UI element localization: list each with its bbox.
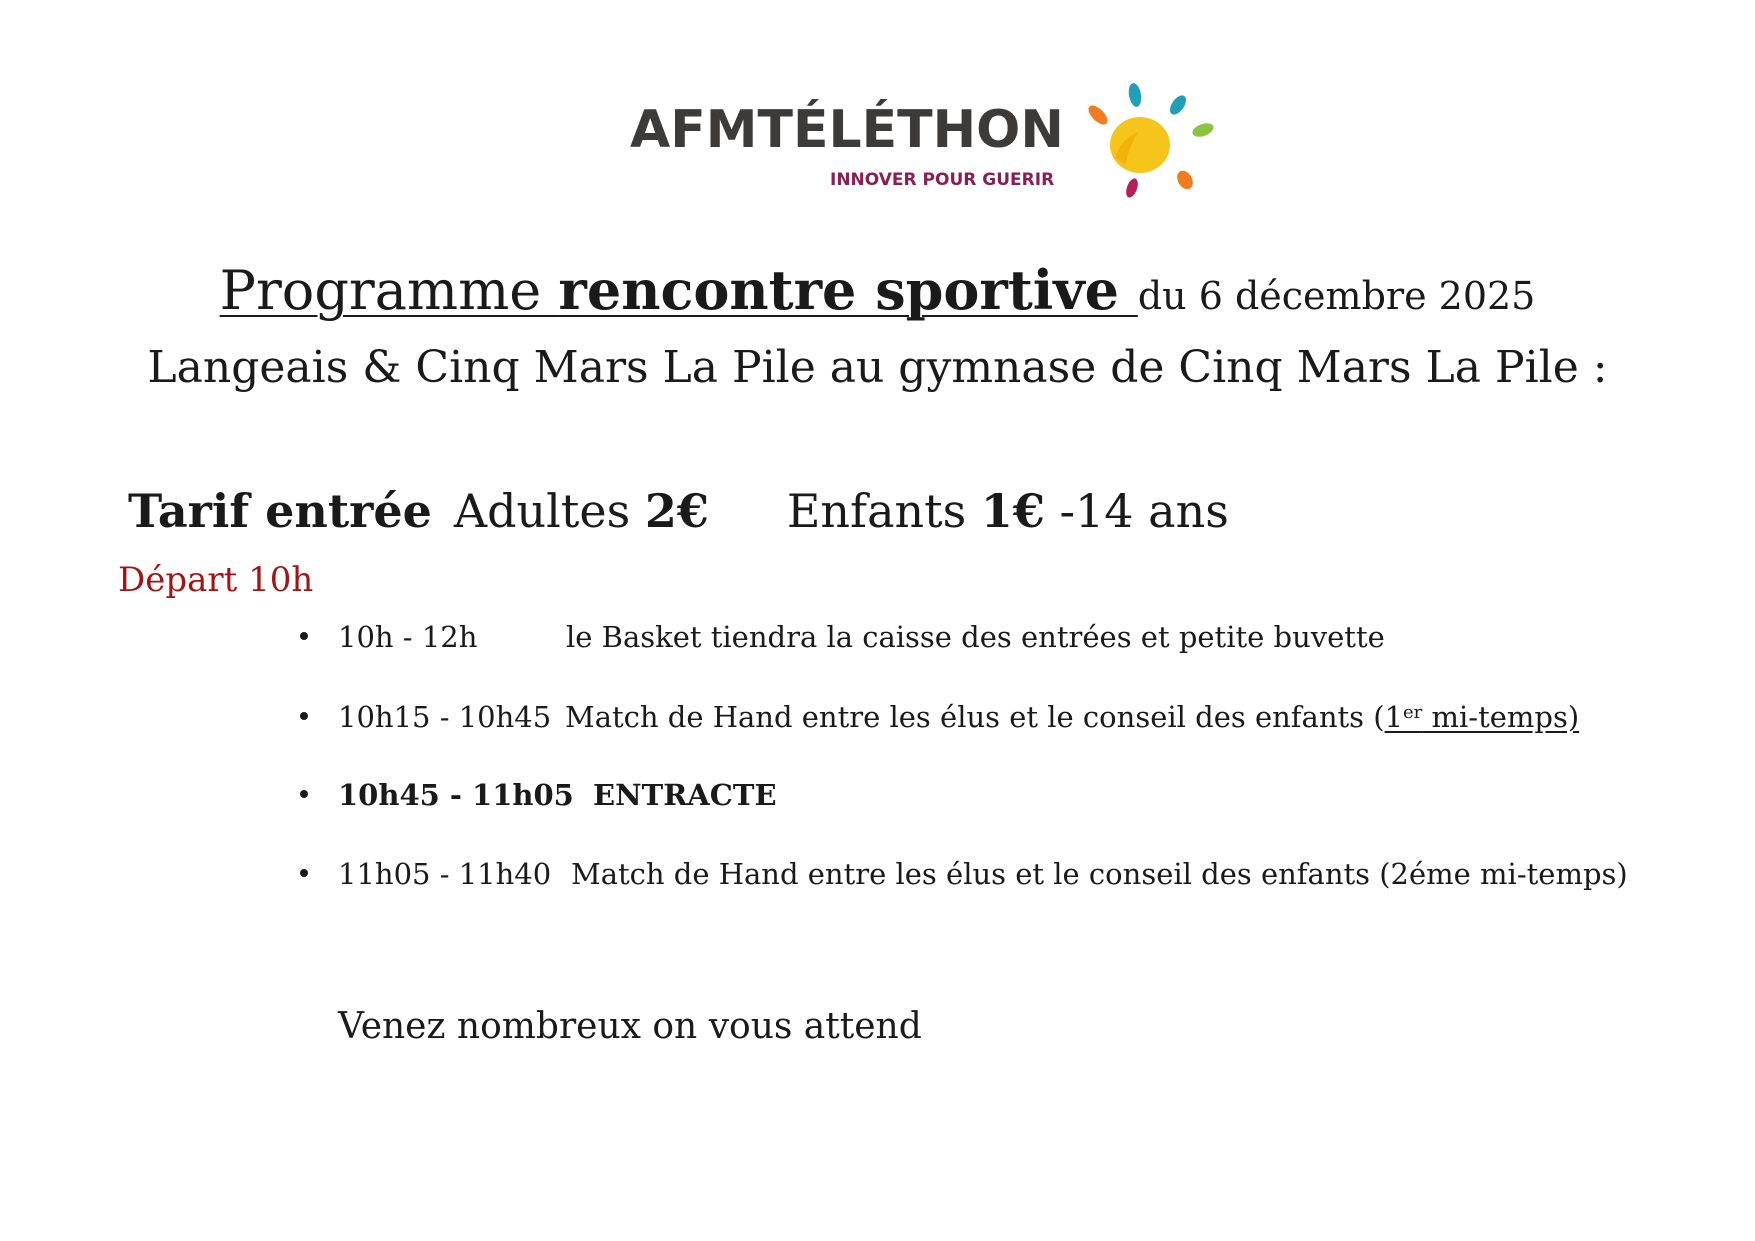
item-desc: Match de Hand entre les élus et le conseil des enfants (2éme mi-temps) (571, 857, 1628, 891)
tarif-line (128, 484, 1229, 538)
closing-text: Venez nombreux on vous attend (338, 1006, 922, 1047)
item-desc-underlined (1385, 700, 1580, 734)
bullet-icon (300, 712, 308, 720)
title-prefix: Programme (219, 259, 559, 322)
item-desc (565, 700, 1579, 734)
adults-label: Adultes (453, 484, 645, 538)
adults-price: 2€ (644, 484, 709, 538)
children-note: -14 ans (1044, 484, 1229, 538)
children-price: 1€ (980, 484, 1045, 538)
logo-tagline: INNOVER POUR GUERIR (830, 170, 1055, 190)
children-label: Enfants (786, 484, 981, 538)
page-subtitle: Langeais & Cinq Mars La Pile au gymnase de Cinq Mars La Pile : (147, 342, 1608, 393)
title-date: du 6 décembre 2025 (1137, 274, 1536, 318)
depart-text: Départ 10h (118, 560, 314, 600)
telethon-sun-icon (1080, 70, 1220, 200)
underlined-text: mi-temps) (1422, 700, 1580, 734)
item-desc: le Basket tiendra la caisse des entrées et petite buvette (566, 620, 1385, 654)
ordinal-sup: er (1403, 702, 1423, 723)
bullet-icon (300, 869, 308, 877)
afm-telethon-logo (630, 70, 1210, 200)
item-desc-text: Match de Hand entre les élus et le conseil des enfants ( (565, 700, 1385, 734)
ordinal: 1 (1384, 700, 1404, 734)
item-time: 10h15 - 10h45 (338, 700, 552, 734)
bullet-icon (300, 790, 308, 798)
item-time: 11h05 - 11h40 (338, 857, 552, 891)
tarif-label: Tarif entrée (128, 484, 432, 538)
title-bold: rencontre sportive (558, 258, 1138, 322)
logo-afm-text: AFM (630, 100, 758, 160)
bullet-icon (300, 632, 308, 640)
item-desc: ENTRACTE (593, 778, 777, 812)
logo-wordmark (630, 100, 1064, 160)
page-title (0, 258, 1755, 322)
logo-telethon-text: TÉLÉTHON (757, 100, 1064, 160)
item-time: 10h - 12h (338, 620, 478, 654)
item-time: 10h45 - 11h05 (338, 778, 574, 812)
